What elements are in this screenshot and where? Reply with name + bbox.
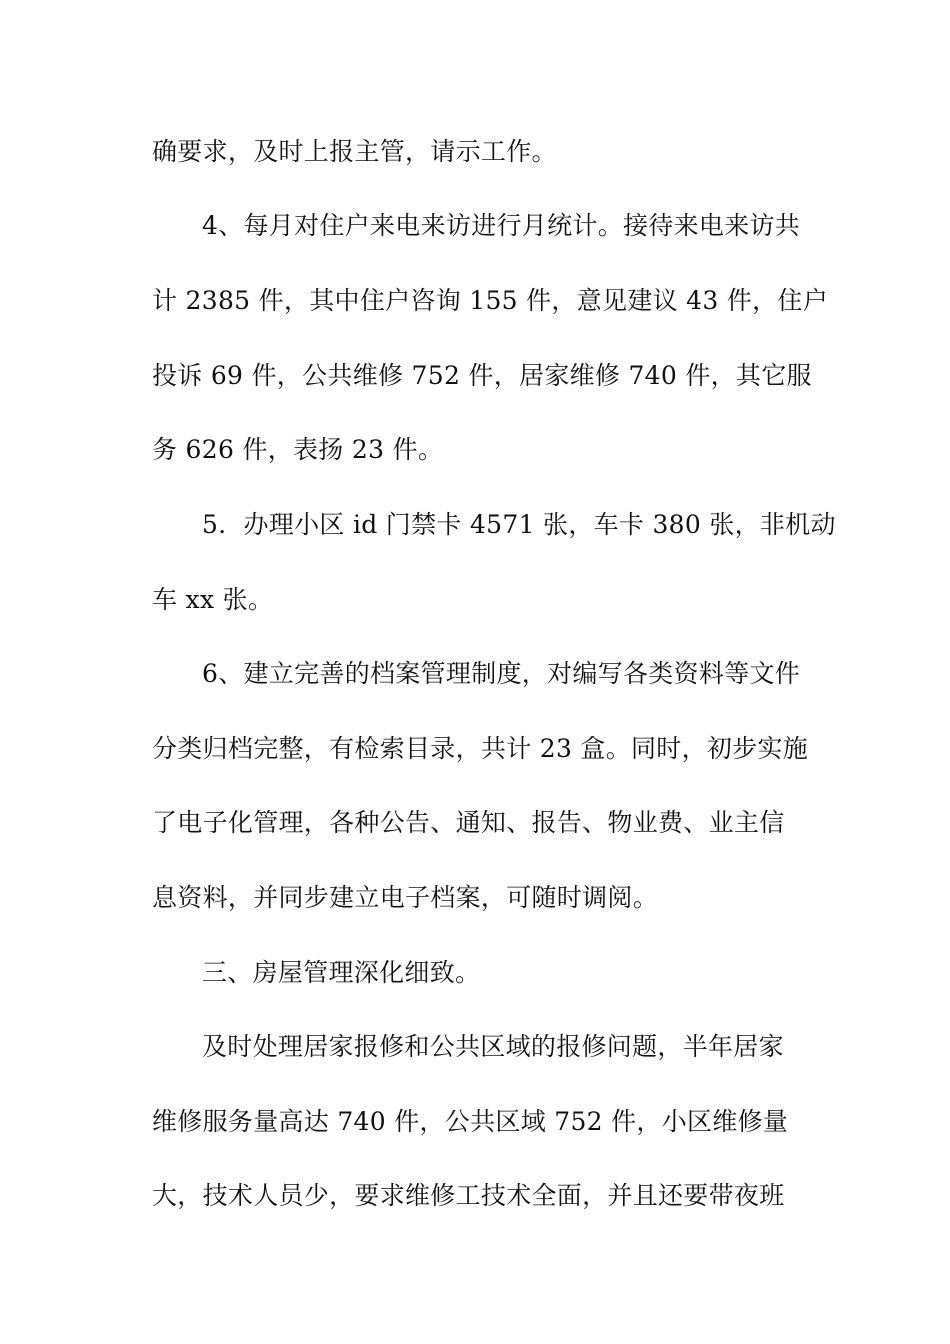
- paragraph-line: 分类归档完整，有检索目录，共计 23 盒。同时，初步实施: [152, 734, 809, 763]
- paragraph-line: 4、每月对住户来电来访进行月统计。接待来电来访共: [202, 211, 801, 240]
- paragraph-line: 大，技术人员少，要求维修工技术全面，并且还要带夜班: [152, 1181, 785, 1210]
- paragraph-line: 车 xx 张。: [152, 585, 274, 614]
- paragraph-line: 及时处理居家报修和公共区域的报修问题，半年居家: [202, 1032, 784, 1061]
- paragraph-line: 投诉 69 件，公共维修 752 件，居家维修 740 件，其它服: [152, 361, 812, 390]
- paragraph-line: 务 626 件，表扬 23 件。: [152, 435, 444, 464]
- paragraph-line: 息资料，并同步建立电子档案，可随时调阅。: [152, 883, 659, 912]
- paragraph-line: 维修服务量高达 740 件，公共区域 752 件，小区维修量: [152, 1107, 789, 1136]
- paragraph-line: 5．办理小区 id 门禁卡 4571 张，车卡 380 张，非机动: [202, 510, 836, 539]
- paragraph-line: 确要求，及时上报主管，请示工作。: [152, 137, 557, 166]
- paragraph-line: 6、建立完善的档案管理制度，对编写各类资料等文件: [202, 659, 801, 688]
- paragraph-line: 计 2385 件，其中住户咨询 155 件，意见建议 43 件，住户: [152, 286, 829, 315]
- paragraph-line: 了电子化管理，各种公告、通知、报告、物业费、业主信: [152, 808, 785, 837]
- section-heading: 三、房屋管理深化细致。: [202, 958, 481, 987]
